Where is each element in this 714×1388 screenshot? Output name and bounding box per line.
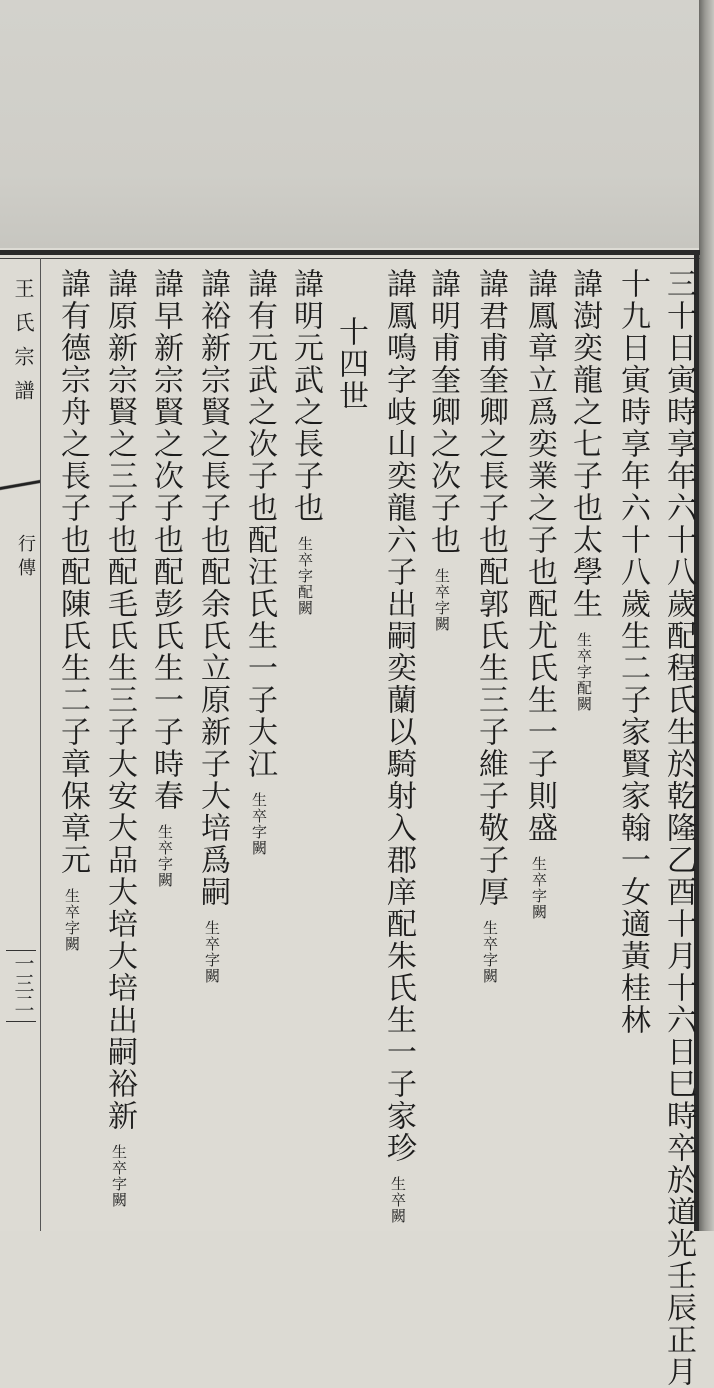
binding-edge <box>699 0 714 1231</box>
margin-rule <box>40 258 41 1231</box>
text-column-3 <box>566 268 602 712</box>
column-note: 生卒字闕 <box>156 824 174 888</box>
column-note: 生卒字配闕 <box>575 632 593 712</box>
column-text: 諱鳳鳴字岐山奕龍六子出嗣奕蘭以騎射入郡庠配朱氏生一子家珍 <box>381 268 416 1164</box>
column-note: 生卒字闕 <box>530 856 548 920</box>
generation-heading <box>332 316 368 412</box>
text-column-14 <box>54 268 90 952</box>
column-text: 諱有元武之次子也配汪氏生一子大江 <box>242 268 277 780</box>
column-text: 三十日寅時享年六十八歲配程氏生於乾隆乙酉十月十六日巳時卒於道光壬辰正月 <box>661 268 696 1388</box>
text-column-7 <box>380 268 416 1224</box>
column-note: 生卒字闕 <box>110 1144 128 1208</box>
page-number: 一三二 <box>11 953 35 1013</box>
column-text: 諱鳳章立爲奕業之子也配尤氏生一子則盛 <box>522 268 557 844</box>
text-column-2 <box>614 268 650 1036</box>
text-column-6 <box>424 268 460 632</box>
column-text: 諱原新宗賢之三子也配毛氏生三子大安大品大培大培出嗣裕新 <box>102 268 137 1132</box>
fish-tail-mark <box>0 478 40 492</box>
column-text: 諱澍奕龍之七子也太學生 <box>567 268 602 620</box>
column-note: 生卒字闕 <box>250 792 268 856</box>
column-note: 生卒字闕 <box>63 888 81 952</box>
margin-section-label: 行傳 <box>15 534 36 582</box>
text-column-11 <box>194 268 230 984</box>
column-note: 生卒字闕 <box>203 920 221 984</box>
frame-inner-rule <box>0 258 700 259</box>
previous-page-top <box>0 0 714 248</box>
text-column-5 <box>472 268 508 984</box>
column-text: 十四世 <box>333 316 368 412</box>
column-note: 生卒字闕 <box>433 568 451 632</box>
margin-book-title: 王氏宗譜 <box>11 278 35 414</box>
text-column-1 <box>660 268 696 1388</box>
text-column-10 <box>241 268 277 856</box>
column-note: 生卒字闕 <box>481 920 499 984</box>
column-text: 諱早新宗賢之次子也配彭氏生一子時春 <box>148 268 183 812</box>
text-column-13 <box>101 268 137 1208</box>
frame-top-border <box>0 250 700 255</box>
column-note: 生卒闕 <box>389 1176 407 1224</box>
text-column-9 <box>287 268 323 616</box>
text-column-4 <box>521 268 557 920</box>
column-note: 生卒字配闕 <box>296 536 314 616</box>
column-text: 諱君甫奎卿之長子也配郭氏生三子維子敬子厚 <box>473 268 508 908</box>
column-text: 諱明元武之長子也 <box>288 268 323 524</box>
text-column-12 <box>147 268 183 888</box>
column-text: 諱明甫奎卿之次子也 <box>425 268 460 556</box>
column-text: 諱有德宗舟之長子也配陳氏生二子章保章元 <box>55 268 90 876</box>
column-text: 諱裕新宗賢之長子也配余氏立原新子大培爲嗣 <box>195 268 230 908</box>
column-text: 十九日寅時享年六十八歲生二子家賢家翰一女適黃桂林 <box>615 268 650 1036</box>
